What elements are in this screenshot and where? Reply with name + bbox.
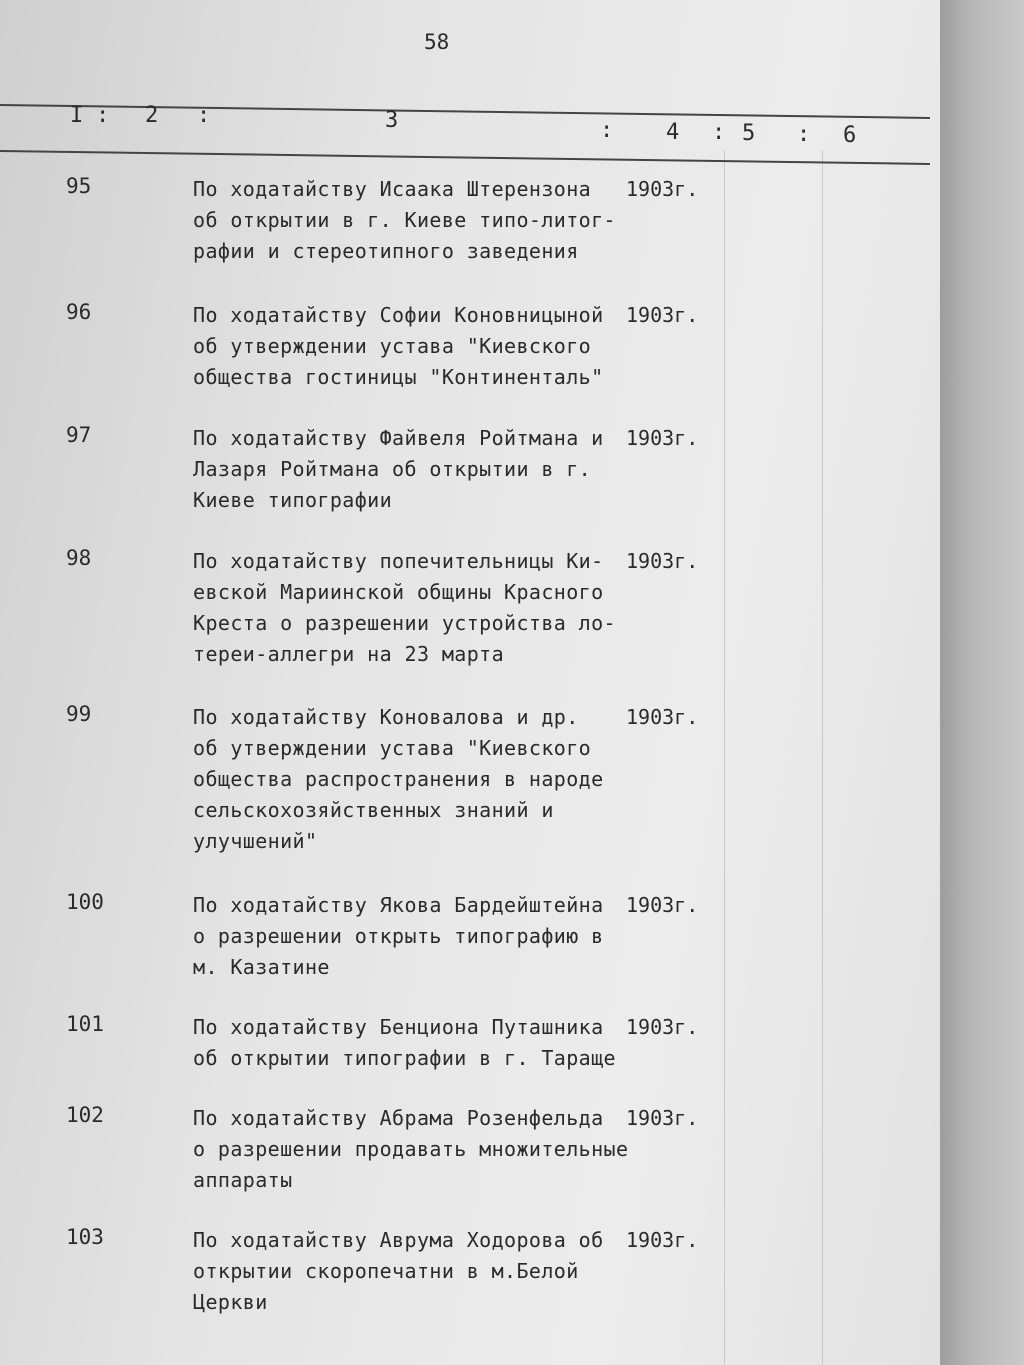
entry-year: 1903г. (626, 549, 699, 573)
header-sep-1: : (96, 103, 110, 128)
entry-line: По ходатайству Аврума Ходорова об (193, 1228, 604, 1252)
entry-year: 1903г. (626, 1015, 699, 1039)
entry-number: 102 (66, 1103, 104, 1127)
entry-line: рафии и стереотипного заведения (193, 239, 579, 263)
column-divider (724, 150, 725, 1365)
entry-line: евской Мариинской общины Красного (193, 580, 604, 604)
header-sep-5: : (797, 122, 811, 147)
entry-line: Церкви (193, 1290, 268, 1314)
header-sep-2: : (197, 103, 211, 128)
entry-description (193, 1225, 653, 1318)
entry-line: аппараты (193, 1168, 293, 1192)
entry-line: о разрешении открыть типографию в (193, 924, 604, 948)
entry-year: 1903г. (626, 893, 699, 917)
page-number: 58 (424, 30, 450, 54)
entry-line: об утверждении устава "Киевского (193, 736, 592, 760)
header-col-1: I (70, 103, 84, 128)
entry-line: об утверждении устава "Киевского (193, 334, 592, 358)
page-edge (940, 0, 1024, 1365)
header-sep-4: : (712, 120, 726, 145)
entry-line: По ходатайству Коновалова и др. (193, 705, 579, 729)
entry-line: По ходатайству Абрама Розенфельда (193, 1106, 604, 1130)
entry-line: о разрешении продавать множительные (193, 1137, 629, 1161)
entry-number: 99 (66, 702, 92, 726)
entry-year: 1903г. (626, 1228, 699, 1252)
entry-number: 100 (66, 890, 104, 914)
entry-description (193, 546, 653, 670)
entry-number: 97 (66, 423, 92, 447)
entry-description (193, 1103, 653, 1196)
header-col-5: 5 (742, 121, 756, 146)
entry-line: открытии скоропечатни в м.Белой (193, 1259, 579, 1283)
entry-number: 96 (66, 300, 92, 324)
entry-number: 95 (66, 174, 92, 198)
header-col-3: 3 (385, 108, 399, 133)
entry-line: По ходатайству попечительницы Ки- (193, 549, 604, 573)
entry-line: тереи-аллегри на 23 марта (193, 642, 505, 666)
entry-number: 103 (66, 1225, 104, 1249)
entry-line: общества распространения в народе (193, 767, 604, 791)
column-divider (822, 150, 823, 1365)
entry-year: 1903г. (626, 303, 699, 327)
entry-number: 98 (66, 546, 92, 570)
entry-description (193, 300, 653, 393)
header-col-6: 6 (843, 123, 857, 148)
header-col-2: 2 (145, 103, 159, 128)
entry-description (193, 702, 653, 857)
entry-number: 101 (66, 1012, 104, 1036)
entry-description (193, 1012, 653, 1074)
entry-year: 1903г. (626, 1106, 699, 1130)
entry-description (193, 890, 653, 983)
entry-year: 1903г. (626, 705, 699, 729)
entry-line: Киеве типографии (193, 488, 393, 512)
entry-description (193, 174, 653, 267)
entry-line: По ходатайству Бенциона Путашника (193, 1015, 604, 1039)
entry-year: 1903г. (626, 177, 699, 201)
entry-line: По ходатайству Якова Бардейштейна (193, 893, 604, 917)
entry-line: об открытии в г. Киеве типо-литог- (193, 208, 616, 232)
entry-line: По ходатайству Исаака Штерензона (193, 177, 592, 201)
entry-line: По ходатайству Софии Коновницыной (193, 303, 604, 327)
entry-line: м. Казатине (193, 955, 330, 979)
entry-line: об открытии типографии в г. Тараще (193, 1046, 616, 1070)
entry-line: улучшений" (193, 829, 318, 853)
header-sep-3: : (600, 118, 614, 143)
entry-year: 1903г. (626, 426, 699, 450)
entry-line: Лазаря Ройтмана об открытии в г. (193, 457, 592, 481)
entry-line: общества гостиницы "Континенталь" (193, 365, 604, 389)
header-col-4: 4 (666, 120, 680, 145)
entry-description (193, 423, 653, 516)
entry-line: сельскохозяйственных знаний и (193, 798, 554, 822)
entry-line: Креста о разрешении устройства ло- (193, 611, 616, 635)
entry-line: По ходатайству Файвеля Ройтмана и (193, 426, 604, 450)
